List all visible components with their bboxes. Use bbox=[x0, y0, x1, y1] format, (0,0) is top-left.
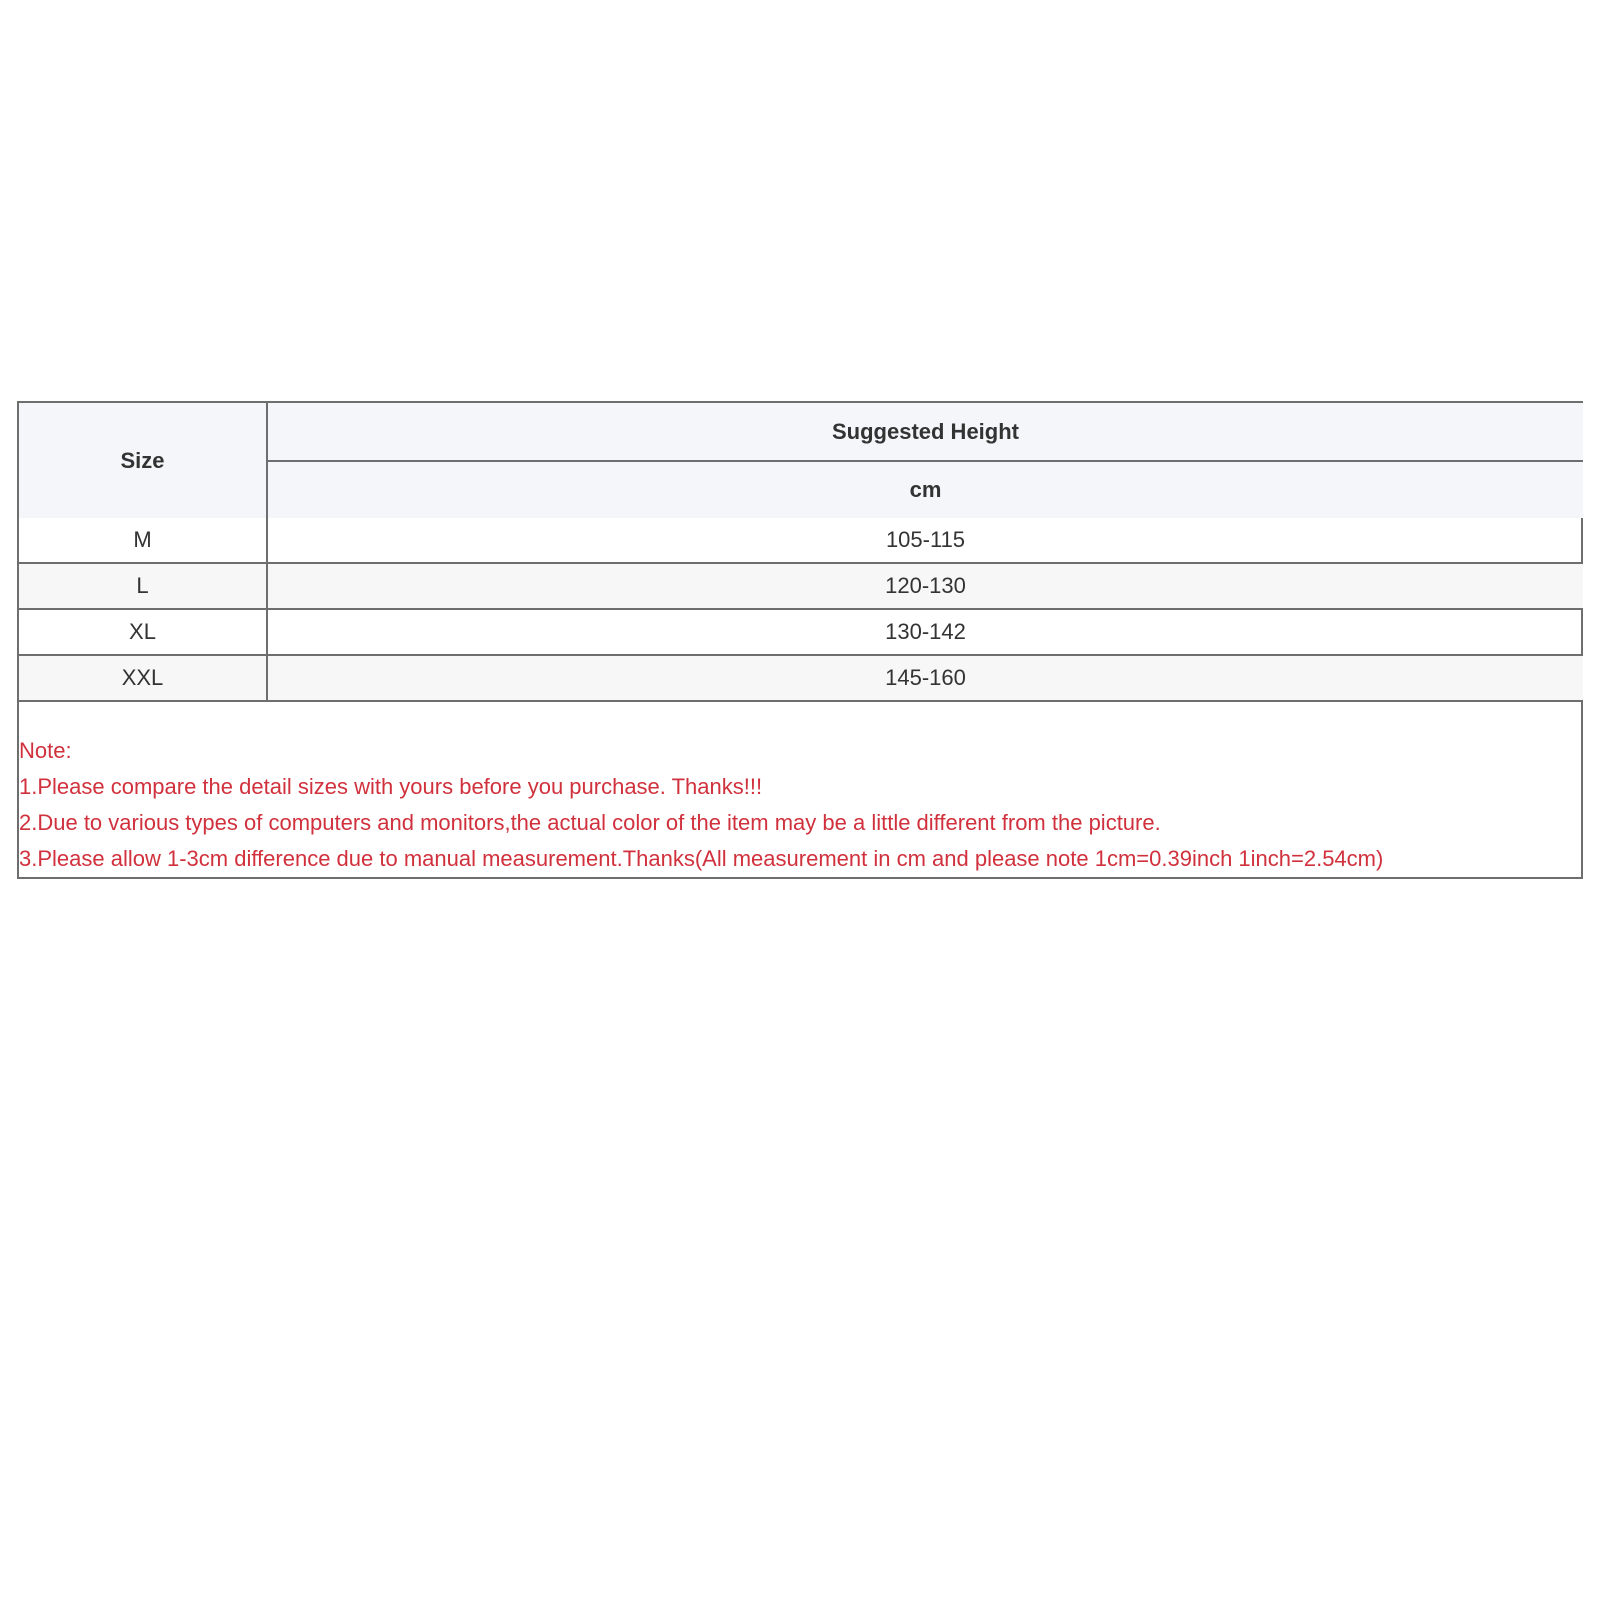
size-cell: L bbox=[19, 563, 267, 609]
suggested-height-column-header: Suggested Height bbox=[267, 403, 1583, 461]
size-chart-table bbox=[19, 403, 1583, 702]
table-row bbox=[19, 563, 1583, 609]
height-cell: 130-142 bbox=[267, 609, 1583, 655]
size-cell: XL bbox=[19, 609, 267, 655]
table-row bbox=[19, 655, 1583, 701]
size-cell: XXL bbox=[19, 655, 267, 701]
size-chart-frame bbox=[17, 401, 1583, 879]
notes-title: Note: bbox=[19, 738, 72, 763]
height-cell: 105-115 bbox=[267, 518, 1583, 563]
note-item: 2.Due to various types of computers and monitors,the actual color of the item may be a little different from the picture. bbox=[19, 810, 1161, 835]
note-item: 1.Please compare the detail sizes with yours before you purchase. Thanks!!! bbox=[19, 774, 763, 799]
table-row bbox=[19, 518, 1583, 563]
table-row bbox=[19, 609, 1583, 655]
notes-section bbox=[19, 733, 1579, 877]
height-cell: 145-160 bbox=[267, 655, 1583, 701]
size-column-header: Size bbox=[19, 403, 267, 518]
unit-header: cm bbox=[267, 461, 1583, 518]
note-item: 3.Please allow 1-3cm difference due to manual measurement.Thanks(All measurement in cm and please note 1cm=0.39inch 1inch=2.54cm) bbox=[19, 846, 1384, 871]
height-cell: 120-130 bbox=[267, 563, 1583, 609]
size-cell: M bbox=[19, 518, 267, 563]
